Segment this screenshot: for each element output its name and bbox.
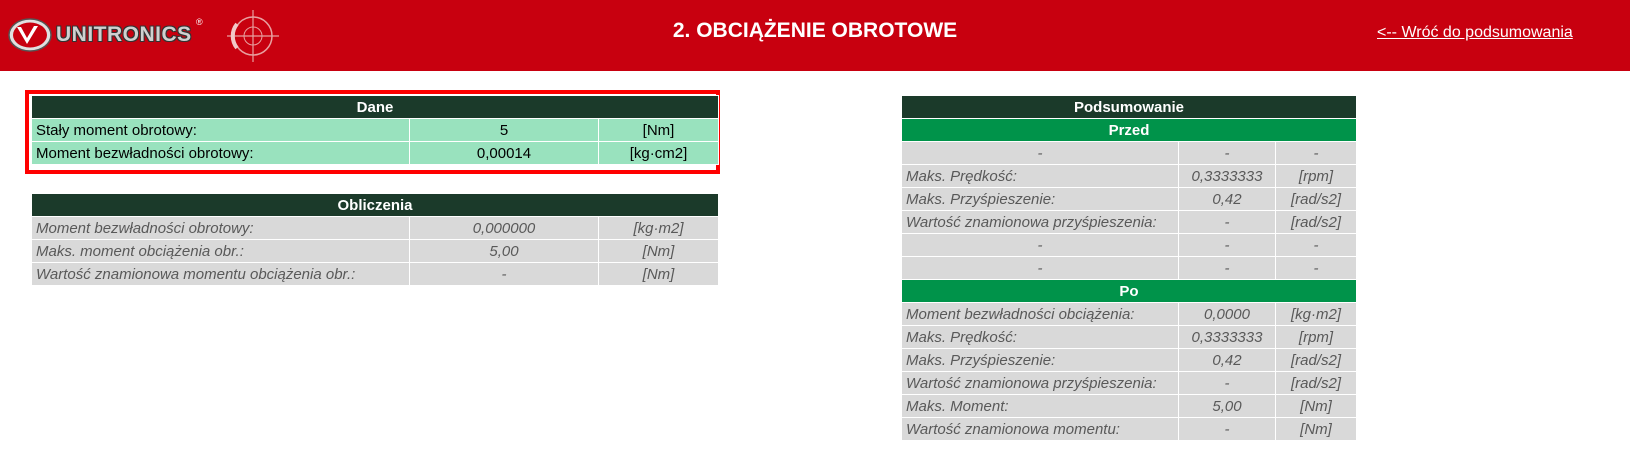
po-row-label: Maks. Przyśpieszenie:	[902, 349, 1179, 372]
przed-row-unit: -	[1276, 257, 1357, 280]
przed-row-label: Maks. Przyśpieszenie:	[902, 188, 1179, 211]
przed-row-unit: -	[1276, 142, 1357, 165]
table-row	[902, 303, 1357, 326]
po-row-value: 0,42	[1179, 349, 1276, 372]
po-row-unit: [rpm]	[1276, 326, 1357, 349]
obliczenia-table	[31, 193, 719, 286]
po-section-title: Po	[902, 280, 1357, 303]
po-row-unit: [rad/s2]	[1276, 372, 1357, 395]
obliczenia-title: Obliczenia	[32, 194, 719, 217]
po-row-label: Maks. Prędkość:	[902, 326, 1179, 349]
obliczenia-row-value: -	[410, 263, 599, 286]
dane-row-label: Stały moment obrotowy:	[32, 119, 410, 142]
przed-row-value: -	[1179, 211, 1276, 234]
po-row-unit: [kg·m2]	[1276, 303, 1357, 326]
po-row-label: Wartość znamionowa przyśpieszenia:	[902, 372, 1179, 395]
table-row	[902, 211, 1357, 234]
przed-row-value: -	[1179, 234, 1276, 257]
dane-table	[31, 95, 719, 165]
table-row	[902, 234, 1357, 257]
obliczenia-row-label: Maks. moment obciążenia obr.:	[32, 240, 410, 263]
podsumowanie-table	[901, 95, 1357, 441]
podsumowanie-title: Podsumowanie	[902, 96, 1357, 119]
przed-row-label: -	[902, 142, 1179, 165]
obliczenia-row-label: Wartość znamionowa momentu obciążenia obr.:	[32, 263, 410, 286]
po-row-value: 5,00	[1179, 395, 1276, 418]
przed-row-value: -	[1179, 257, 1276, 280]
przed-row-value: -	[1179, 142, 1276, 165]
table-row	[902, 418, 1357, 441]
dane-row-unit: [kg·cm2]	[599, 142, 719, 165]
back-to-summary-link[interactable]: <-- Wróć do podsumowania	[1377, 24, 1573, 41]
po-row-unit: [rad/s2]	[1276, 349, 1357, 372]
po-row-label: Moment bezwładności obciążenia:	[902, 303, 1179, 326]
po-row-label: Wartość znamionowa momentu:	[902, 418, 1179, 441]
po-row-value: -	[1179, 372, 1276, 395]
obliczenia-row-unit: [Nm]	[599, 263, 719, 286]
table-row	[902, 395, 1357, 418]
przed-row-unit: -	[1276, 234, 1357, 257]
table-row	[902, 165, 1357, 188]
table-row	[902, 257, 1357, 280]
obliczenia-row-label: Moment bezwładności obrotowy:	[32, 217, 410, 240]
obliczenia-row-unit: [Nm]	[599, 240, 719, 263]
przed-row-unit: [rad/s2]	[1276, 211, 1357, 234]
przed-row-unit: [rad/s2]	[1276, 188, 1357, 211]
przed-row-label: -	[902, 234, 1179, 257]
przed-row-label: Maks. Prędkość:	[902, 165, 1179, 188]
table-row	[32, 263, 719, 286]
po-row-value: 0,3333333	[1179, 326, 1276, 349]
dane-row-unit: [Nm]	[599, 119, 719, 142]
przed-row-value: 0,3333333	[1179, 165, 1276, 188]
przed-row-label: -	[902, 257, 1179, 280]
po-row-value: -	[1179, 418, 1276, 441]
table-row	[902, 372, 1357, 395]
przed-section-title: Przed	[902, 119, 1357, 142]
dane-row-value-input[interactable]: 5	[410, 119, 599, 142]
table-row	[32, 240, 719, 263]
table-row	[32, 119, 719, 142]
dane-row-label: Moment bezwładności obrotowy:	[32, 142, 410, 165]
obliczenia-row-value: 5,00	[410, 240, 599, 263]
table-row	[32, 142, 719, 165]
obliczenia-row-unit: [kg·m2]	[599, 217, 719, 240]
obliczenia-row-value: 0,000000	[410, 217, 599, 240]
brand-name: UNITRONICS	[56, 23, 192, 46]
po-row-label: Maks. Moment:	[902, 395, 1179, 418]
page-title: 2. OBCIĄŻENIE OBROTOWE	[672, 19, 958, 42]
przed-row-label: Wartość znamionowa przyśpieszenia:	[902, 211, 1179, 234]
table-row	[902, 188, 1357, 211]
dane-row-value-input[interactable]: 0,00014	[410, 142, 599, 165]
po-row-unit: [Nm]	[1276, 418, 1357, 441]
table-row	[902, 326, 1357, 349]
table-row	[902, 349, 1357, 372]
po-row-value: 0,0000	[1179, 303, 1276, 326]
table-row	[32, 217, 719, 240]
przed-row-unit: [rpm]	[1276, 165, 1357, 188]
table-row	[902, 142, 1357, 165]
po-row-unit: [Nm]	[1276, 395, 1357, 418]
registered-mark: ®	[196, 17, 203, 27]
przed-row-value: 0,42	[1179, 188, 1276, 211]
header-bar	[0, 0, 1630, 71]
dane-title: Dane	[32, 96, 719, 119]
